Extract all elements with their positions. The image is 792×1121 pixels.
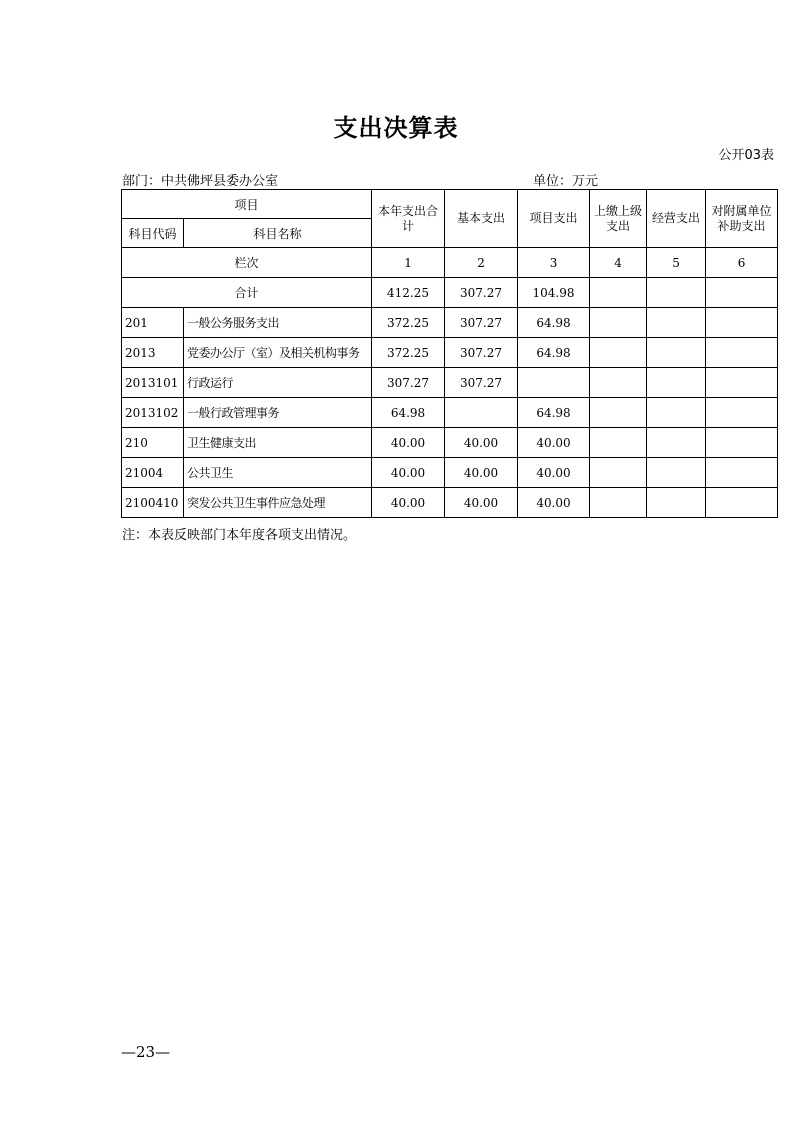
header-item: 项目 xyxy=(122,190,372,219)
row-value: 40.00 xyxy=(372,428,445,458)
empty-cell xyxy=(590,458,647,488)
footnote: 注：本表反映部门本年度各项支出情况。 xyxy=(122,528,357,543)
empty-cell xyxy=(590,278,647,308)
row-code: 201 xyxy=(122,308,184,338)
header-subsidy: 对附属单位补助支出 xyxy=(706,190,778,248)
page-title: 支出决算表 xyxy=(333,114,459,142)
row-value: 372.25 xyxy=(372,308,445,338)
total-value: 412.25 xyxy=(372,278,445,308)
row-value: 40.00 xyxy=(372,488,445,518)
row-value: 64.98 xyxy=(518,338,590,368)
column-number-label: 栏次 xyxy=(122,248,372,278)
empty-cell xyxy=(706,368,778,398)
department-label: 部门：中共佛坪县委办公室 xyxy=(122,174,279,189)
row-code: 2013101 xyxy=(122,368,184,398)
empty-cell xyxy=(706,278,778,308)
empty-cell xyxy=(706,308,778,338)
row-name: 公共卫生 xyxy=(184,458,372,488)
row-value: 307.27 xyxy=(445,338,518,368)
table-row xyxy=(122,428,778,458)
header-row xyxy=(122,190,778,219)
empty-cell xyxy=(590,488,647,518)
expenditure-table xyxy=(121,189,778,518)
column-number: 6 xyxy=(706,248,778,278)
header-upper: 上缴上级支出 xyxy=(590,190,647,248)
row-value: 40.00 xyxy=(445,428,518,458)
row-value: 307.27 xyxy=(372,368,445,398)
table-row xyxy=(122,368,778,398)
header-name: 科目名称 xyxy=(184,219,372,248)
row-name: 行政运行 xyxy=(184,368,372,398)
total-row xyxy=(122,278,778,308)
row-value: 307.27 xyxy=(445,308,518,338)
row-value xyxy=(445,398,518,428)
row-name: 党委办公厅（室）及相关机构事务 xyxy=(184,338,372,368)
row-value xyxy=(518,368,590,398)
empty-cell xyxy=(590,428,647,458)
row-code: 210 xyxy=(122,428,184,458)
empty-cell xyxy=(647,458,706,488)
column-number: 2 xyxy=(445,248,518,278)
empty-cell xyxy=(647,428,706,458)
row-code: 21004 xyxy=(122,458,184,488)
row-name: 一般行政管理事务 xyxy=(184,398,372,428)
row-value: 40.00 xyxy=(372,458,445,488)
header-total: 本年支出合计 xyxy=(372,190,445,248)
row-value: 40.00 xyxy=(518,428,590,458)
empty-cell xyxy=(590,368,647,398)
row-value: 64.98 xyxy=(372,398,445,428)
row-value: 40.00 xyxy=(445,488,518,518)
empty-cell xyxy=(647,488,706,518)
empty-cell xyxy=(590,398,647,428)
table-row xyxy=(122,308,778,338)
column-number: 1 xyxy=(372,248,445,278)
row-value: 64.98 xyxy=(518,398,590,428)
empty-cell xyxy=(706,488,778,518)
empty-cell xyxy=(647,368,706,398)
row-code: 2013 xyxy=(122,338,184,368)
empty-cell xyxy=(706,398,778,428)
row-name: 突发公共卫生事件应急处理 xyxy=(184,488,372,518)
row-value: 40.00 xyxy=(518,458,590,488)
table-row xyxy=(122,488,778,518)
header-basic: 基本支出 xyxy=(445,190,518,248)
header-code: 科目代码 xyxy=(122,219,184,248)
row-value: 40.00 xyxy=(518,488,590,518)
header-project: 项目支出 xyxy=(518,190,590,248)
page-number: —23— xyxy=(121,1043,171,1061)
table-row xyxy=(122,398,778,428)
form-number: 公开03表 xyxy=(718,148,774,163)
unit-label: 单位：万元 xyxy=(533,174,599,189)
empty-cell xyxy=(647,338,706,368)
row-name: 卫生健康支出 xyxy=(184,428,372,458)
row-code: 2100410 xyxy=(122,488,184,518)
table-row xyxy=(122,458,778,488)
empty-cell xyxy=(706,428,778,458)
header-business: 经营支出 xyxy=(647,190,706,248)
empty-cell xyxy=(590,308,647,338)
empty-cell xyxy=(647,278,706,308)
empty-cell xyxy=(647,308,706,338)
empty-cell xyxy=(590,338,647,368)
total-value: 307.27 xyxy=(445,278,518,308)
total-label: 合计 xyxy=(122,278,372,308)
column-number: 5 xyxy=(647,248,706,278)
total-value: 104.98 xyxy=(518,278,590,308)
row-value: 40.00 xyxy=(445,458,518,488)
row-code: 2013102 xyxy=(122,398,184,428)
table-row xyxy=(122,338,778,368)
column-number: 4 xyxy=(590,248,647,278)
column-number: 3 xyxy=(518,248,590,278)
row-name: 一般公务服务支出 xyxy=(184,308,372,338)
column-number-row xyxy=(122,248,778,278)
row-value: 64.98 xyxy=(518,308,590,338)
empty-cell xyxy=(647,398,706,428)
empty-cell xyxy=(706,338,778,368)
empty-cell xyxy=(706,458,778,488)
row-value: 372.25 xyxy=(372,338,445,368)
row-value: 307.27 xyxy=(445,368,518,398)
